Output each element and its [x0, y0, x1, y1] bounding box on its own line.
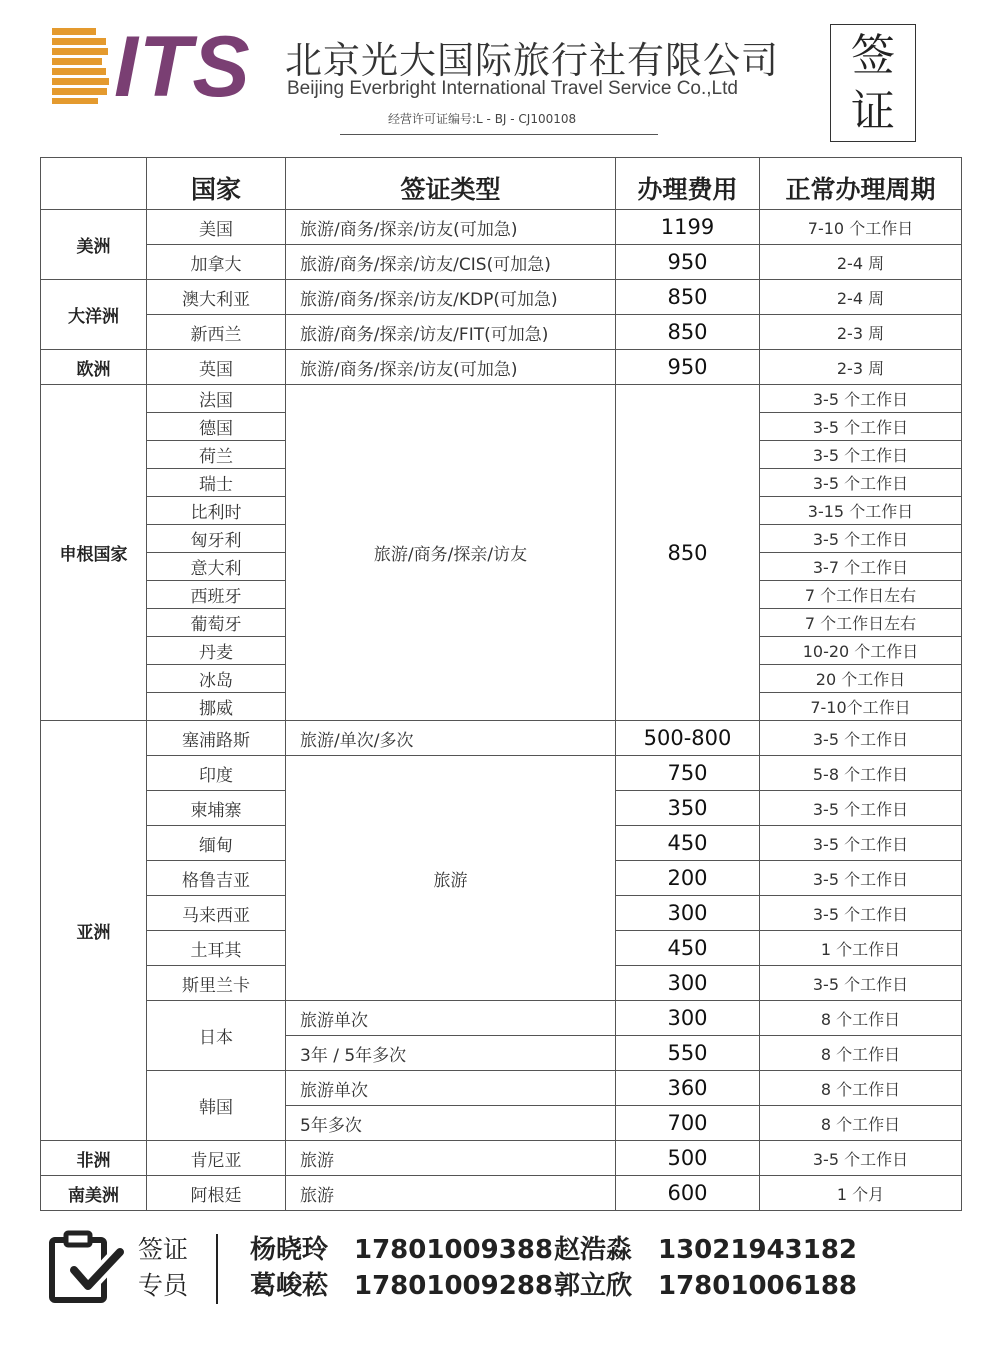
country-cell: 塞浦路斯 — [147, 721, 286, 756]
country-cell: 西班牙 — [147, 581, 286, 609]
fee-cell: 360 — [616, 1071, 760, 1106]
visa-type-cell: 旅游/商务/探亲/访友(可加急) — [286, 210, 616, 245]
visa-type-cell: 旅游 — [286, 756, 616, 1001]
fee-cell: 700 — [616, 1106, 760, 1141]
visa-price-table — [40, 157, 962, 1211]
footer-label-line2: 专员 — [138, 1271, 189, 1300]
country-cell: 冰岛 — [147, 665, 286, 693]
visa-stamp-char-2: 证 — [851, 86, 895, 137]
fee-cell: 950 — [616, 350, 760, 385]
logo-text: ITS — [114, 19, 251, 115]
region-europe: 欧洲 — [41, 350, 147, 385]
country-cell: 柬埔寨 — [147, 791, 286, 826]
region-south-america: 南美洲 — [41, 1176, 147, 1211]
period-cell: 3-5 个工作日 — [760, 413, 962, 441]
period-cell: 7 个工作日左右 — [760, 609, 962, 637]
visa-type-cell: 旅游/单次/多次 — [286, 721, 616, 756]
period-cell: 20 个工作日 — [760, 665, 962, 693]
fee-cell: 450 — [616, 826, 760, 861]
fee-cell: 300 — [616, 896, 760, 931]
table-row — [41, 1176, 962, 1211]
table-row — [41, 1001, 962, 1036]
fee-cell: 550 — [616, 1036, 760, 1071]
country-cell: 格鲁吉亚 — [147, 861, 286, 896]
visa-type-cell: 旅游 — [286, 1176, 616, 1211]
fee-cell: 750 — [616, 756, 760, 791]
contact-name: 杨晓玲 — [250, 1235, 329, 1265]
period-cell: 7 个工作日左右 — [760, 581, 962, 609]
contact-name: 葛峻菘 — [250, 1271, 329, 1301]
table-row — [41, 245, 962, 280]
visa-type-cell: 旅游/商务/探亲/访友 — [286, 385, 616, 721]
period-cell: 1 个工作日 — [760, 931, 962, 966]
period-cell: 7-10个工作日 — [760, 693, 962, 721]
visa-type-cell: 旅游单次 — [286, 1071, 616, 1106]
table-row — [41, 350, 962, 385]
table-row — [41, 756, 962, 791]
table-row — [41, 210, 962, 245]
visa-stamp-char-1: 签 — [851, 30, 895, 81]
region-oceania: 大洋洲 — [41, 280, 147, 350]
period-cell: 3-5 个工作日 — [760, 826, 962, 861]
table-row — [41, 721, 962, 756]
fee-cell: 600 — [616, 1176, 760, 1211]
table-row — [41, 1071, 962, 1106]
footer-label-line1: 签证 — [138, 1235, 189, 1264]
country-cell: 肯尼亚 — [147, 1141, 286, 1176]
period-cell: 2-3 周 — [760, 350, 962, 385]
table-header-row — [41, 158, 962, 210]
country-cell: 阿根廷 — [147, 1176, 286, 1211]
country-cell: 德国 — [147, 413, 286, 441]
country-cell: 荷兰 — [147, 441, 286, 469]
contact-phone: 17801009288 — [354, 1271, 553, 1301]
divider-line — [340, 134, 658, 135]
region-america: 美洲 — [41, 210, 147, 280]
period-cell: 3-5 个工作日 — [760, 791, 962, 826]
country-cell: 澳大利亚 — [147, 280, 286, 315]
period-cell: 7-10 个工作日 — [760, 210, 962, 245]
country-cell: 韩国 — [147, 1071, 286, 1141]
region-schengen: 申根国家 — [41, 385, 147, 721]
period-cell: 1 个月 — [760, 1176, 962, 1211]
period-cell: 3-5 个工作日 — [760, 721, 962, 756]
period-cell: 3-5 个工作日 — [760, 966, 962, 1001]
period-cell: 2-4 周 — [760, 245, 962, 280]
visa-type-cell: 旅游/商务/探亲/访友/KDP(可加急) — [286, 280, 616, 315]
period-cell: 3-5 个工作日 — [760, 469, 962, 497]
table-row — [41, 385, 962, 413]
fee-cell: 450 — [616, 931, 760, 966]
period-cell: 3-5 个工作日 — [760, 525, 962, 553]
country-cell: 斯里兰卡 — [147, 966, 286, 1001]
company-name-cn: 北京光大国际旅行社有限公司 — [285, 39, 779, 82]
period-cell: 8 个工作日 — [760, 1036, 962, 1071]
period-cell: 3-7 个工作日 — [760, 553, 962, 581]
period-cell: 8 个工作日 — [760, 1071, 962, 1106]
table-row — [41, 1141, 962, 1176]
country-cell: 英国 — [147, 350, 286, 385]
fee-cell: 300 — [616, 966, 760, 1001]
country-cell: 马来西亚 — [147, 896, 286, 931]
period-cell: 2-4 周 — [760, 280, 962, 315]
fee-cell: 850 — [616, 385, 760, 721]
footer-divider — [216, 1234, 218, 1304]
region-africa: 非洲 — [41, 1141, 147, 1176]
header-period: 正常办理周期 — [760, 158, 962, 210]
contact-phone: 17801006188 — [658, 1271, 857, 1301]
fee-cell: 350 — [616, 791, 760, 826]
region-asia: 亚洲 — [41, 721, 147, 1141]
period-cell: 3-5 个工作日 — [760, 441, 962, 469]
visa-type-cell: 3年 / 5年多次 — [286, 1036, 616, 1071]
clipboard-check-icon — [48, 1230, 126, 1304]
period-cell: 3-5 个工作日 — [760, 896, 962, 931]
period-cell: 3-5 个工作日 — [760, 385, 962, 413]
fee-cell: 300 — [616, 1001, 760, 1036]
visa-type-cell: 5年多次 — [286, 1106, 616, 1141]
fee-cell: 1199 — [616, 210, 760, 245]
visa-type-cell: 旅游/商务/探亲/访友(可加急) — [286, 350, 616, 385]
country-cell: 印度 — [147, 756, 286, 791]
company-logo — [52, 19, 257, 115]
license-number: 经营许可证编号:L - BJ - CJ100108 — [388, 112, 577, 126]
country-cell: 新西兰 — [147, 315, 286, 350]
contact-phone: 17801009388 — [354, 1235, 553, 1265]
table-row — [41, 315, 962, 350]
header-country: 国家 — [147, 158, 286, 210]
country-cell: 比利时 — [147, 497, 286, 525]
country-cell: 葡萄牙 — [147, 609, 286, 637]
visa-type-cell: 旅游单次 — [286, 1001, 616, 1036]
fee-cell: 850 — [616, 280, 760, 315]
period-cell: 10-20 个工作日 — [760, 637, 962, 665]
fee-cell: 500 — [616, 1141, 760, 1176]
fee-cell: 850 — [616, 315, 760, 350]
fee-cell: 950 — [616, 245, 760, 280]
header-region — [41, 158, 147, 210]
country-cell: 日本 — [147, 1001, 286, 1071]
visa-type-cell: 旅游/商务/探亲/访友/CIS(可加急) — [286, 245, 616, 280]
country-cell: 法国 — [147, 385, 286, 413]
visa-type-cell: 旅游 — [286, 1141, 616, 1176]
country-cell: 缅甸 — [147, 826, 286, 861]
country-cell: 美国 — [147, 210, 286, 245]
period-cell: 8 个工作日 — [760, 1001, 962, 1036]
country-cell: 土耳其 — [147, 931, 286, 966]
period-cell: 2-3 周 — [760, 315, 962, 350]
country-cell: 挪威 — [147, 693, 286, 721]
contact-name: 赵浩淼 — [554, 1235, 633, 1265]
fee-cell: 200 — [616, 861, 760, 896]
header-fee: 办理费用 — [616, 158, 760, 210]
table-row — [41, 280, 962, 315]
period-cell: 5-8 个工作日 — [760, 756, 962, 791]
period-cell: 3-15 个工作日 — [760, 497, 962, 525]
country-cell: 加拿大 — [147, 245, 286, 280]
period-cell: 8 个工作日 — [760, 1106, 962, 1141]
contact-phone: 13021943182 — [658, 1235, 857, 1265]
visa-type-cell: 旅游/商务/探亲/访友/FIT(可加急) — [286, 315, 616, 350]
logo-b-mark — [52, 28, 110, 104]
period-cell: 3-5 个工作日 — [760, 861, 962, 896]
header-visa-type: 签证类型 — [286, 158, 616, 210]
country-cell: 意大利 — [147, 553, 286, 581]
country-cell: 瑞士 — [147, 469, 286, 497]
period-cell: 3-5 个工作日 — [760, 1141, 962, 1176]
company-name-en: Beijing Everbright International Travel Service Co.,Ltd — [287, 78, 738, 99]
contact-name: 郭立欣 — [554, 1271, 633, 1301]
fee-cell: 500-800 — [616, 721, 760, 756]
visa-stamp-box — [830, 24, 916, 142]
country-cell: 匈牙利 — [147, 525, 286, 553]
country-cell: 丹麦 — [147, 637, 286, 665]
contact-footer — [48, 1228, 948, 1308]
